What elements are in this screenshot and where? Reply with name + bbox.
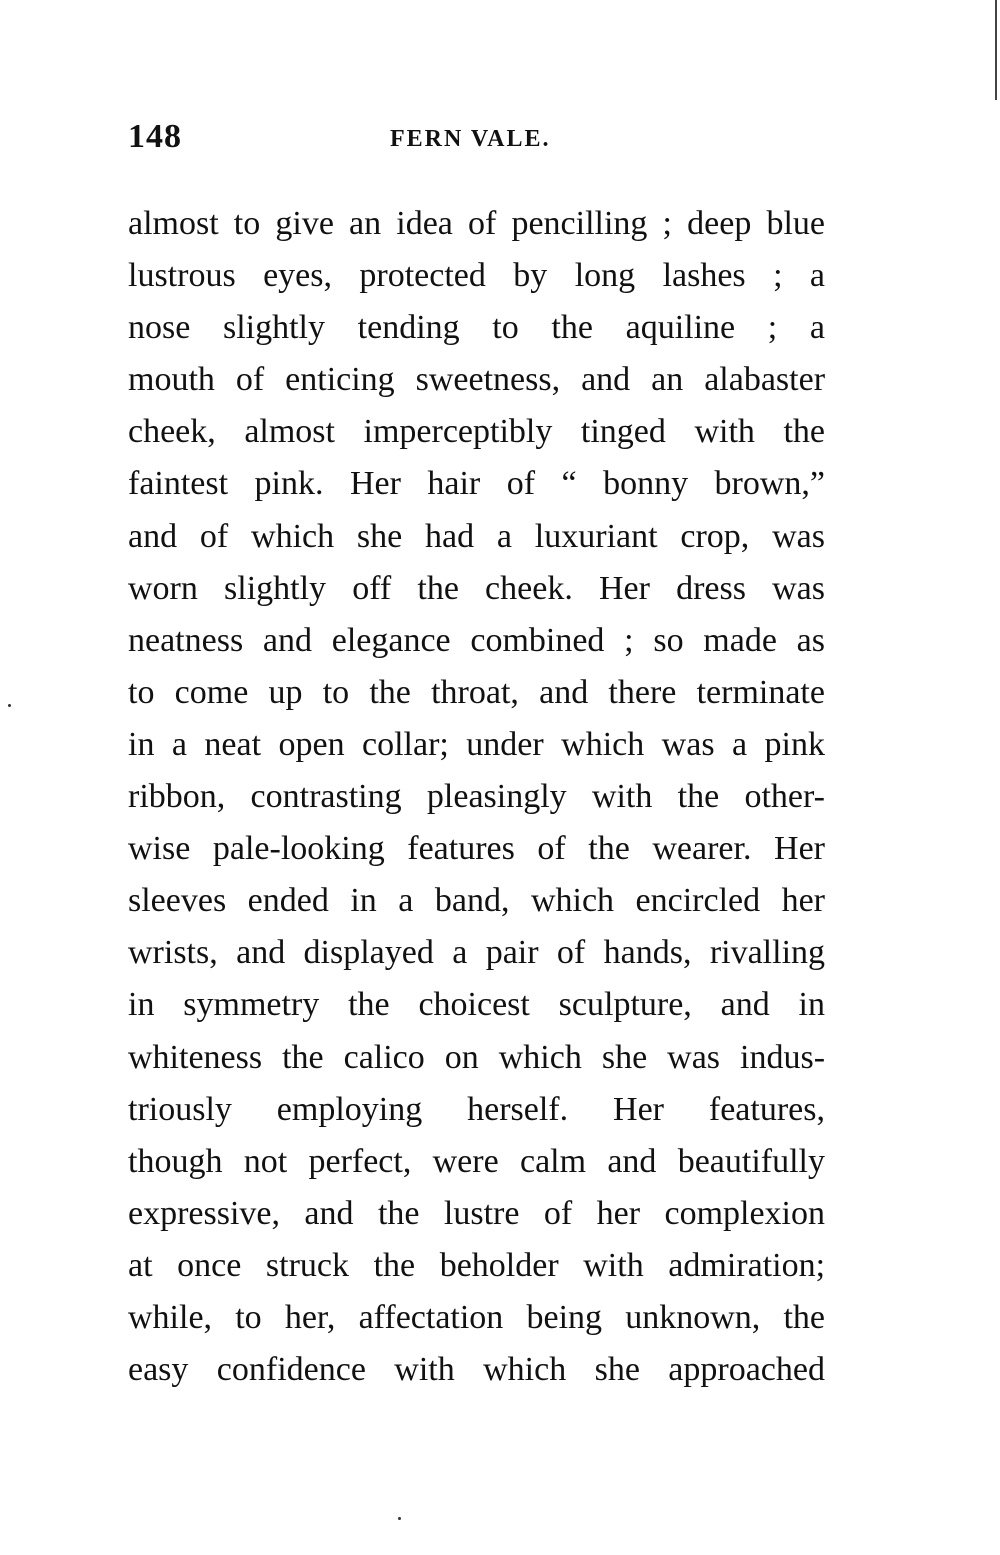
text-line: mouth of enticing sweetness, and an alabaster (128, 361, 826, 399)
text-line: wrists, and displayed a pair of hands, rivalling (128, 934, 826, 972)
text-line: ribbon, contrasting pleasingly with the other- (128, 778, 825, 816)
stray-ink-mark (398, 1517, 401, 1520)
text-line: triously employing herself. Her features, (128, 1090, 825, 1128)
text-line: expressive, and the lustre of her complexion (128, 1194, 826, 1232)
text-line: faintest pink. Her hair of “ bonny brown,” (128, 465, 826, 503)
stray-ink-mark (8, 704, 11, 707)
text-line: in a neat open collar; under which was a pink (128, 725, 825, 763)
text-line: though not perfect, were calm and beautifully (128, 1142, 826, 1180)
text-line: at once struck the beholder with admiration; (128, 1246, 826, 1284)
running-head: FERN VALE. (390, 126, 551, 152)
text-line: to come up to the throat, and there terminate (128, 673, 825, 711)
text-line: almost to give an idea of pencilling ; deep blue (128, 205, 825, 242)
text-line: nose slightly tending to the aquiline ; a (128, 309, 825, 347)
text-line: lustrous eyes, protected by long lashes ; a (128, 257, 826, 295)
page-edge-mark (995, 0, 997, 100)
text-line: sleeves ended in a band, which encircled her (128, 882, 826, 920)
text-line: cheek, almost imperceptibly tinged with the (128, 413, 825, 451)
body-text (128, 198, 825, 1396)
text-line: worn slightly off the cheek. Her dress was (128, 569, 826, 607)
text-line: in symmetry the choicest sculpture, and in (128, 986, 826, 1024)
text-line: whiteness the calico on which she was indus- (128, 1038, 826, 1076)
text-line: easy confidence with which she approached (128, 1351, 825, 1389)
text-line: neatness and elegance combined ; so made as (128, 621, 825, 659)
text-line: wise pale-looking features of the wearer. Her (128, 830, 825, 868)
text-line: while, to her, affectation being unknown, the (128, 1298, 825, 1336)
page-header (128, 118, 828, 158)
page-number: 148 (128, 118, 182, 155)
text-line: and of which she had a luxuriant crop, was (128, 517, 825, 555)
